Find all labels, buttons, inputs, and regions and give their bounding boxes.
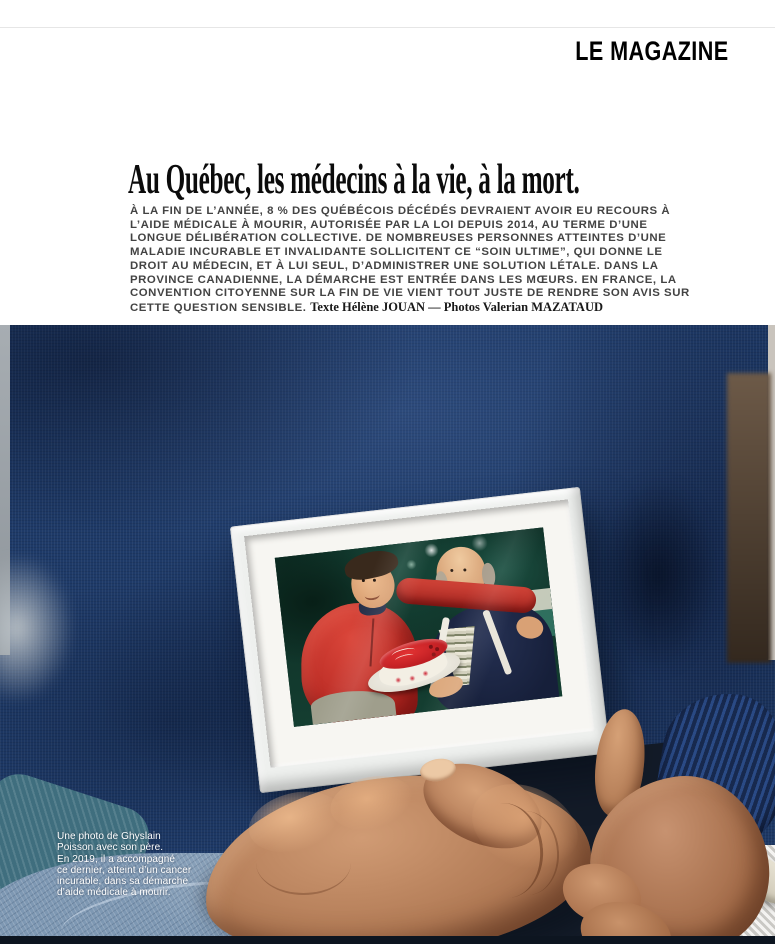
frame-mat (244, 499, 594, 767)
photo-caption: Une photo de Ghyslain Poisson avec son père. En 2019, il a accompagné ce dernier, atteint d’un cancer incurable, dans sa démarche d’aide médicale à mourir. (57, 831, 192, 899)
byline: Texte Hélène JOUAN — Photos Valerian MAZATAUD (310, 299, 604, 314)
hand-crease-3 (256, 831, 351, 895)
photo-bottom-edge (0, 936, 775, 944)
masthead: LE MAGAZINE (574, 36, 728, 66)
standfirst (130, 205, 692, 316)
glass-glare (275, 527, 563, 726)
sweater-shadow (598, 475, 718, 675)
standfirst-text: À LA FIN DE L’ANNÉE, 8 % DES QUÉBÉCOIS DÉCÉDÉS DEVRAIENT AVOIR EU RECOURS À L’AIDE MÉDICALE À MOURIR, AUTORISÉE PAR LA LOI DEPUIS 2014, AU TERME D’UNE LONGUE DÉLIBÉRATION COLLECTIVE. DE NOMBREUSES PERSONNES ATTEINTES D’UNE MALADIE INCURABLE ET INVALIDANTE SOLLICITENT CE “SOIN ULTIME”, QUI DONNE LE DROIT AU MÉDECIN, ET À LUI SEUL, D’ADMINISTRER UNE SOLUTION LÉTALE. DANS LA PROVINCE CANADIENNE, LA DÉMARCHE EST ENTRÉE DANS LES MŒURS. EN FRANCE, LA CONVENTION CITOYENNE SUR LA FIN DE VIE VIENT TOUT JUSTE DE RENDRE SON AVIS SUR CETTE QUESTION SENSIBLE. (130, 205, 690, 314)
page-top-rule (0, 27, 775, 28)
background-brown-right (727, 373, 771, 663)
picture-frame (230, 487, 610, 793)
framed-photo (275, 527, 563, 726)
feature-photo (0, 325, 775, 944)
headline: Au Québec, les médecins à la vie, à la mort. (128, 157, 580, 203)
background-light-patch (0, 553, 74, 703)
